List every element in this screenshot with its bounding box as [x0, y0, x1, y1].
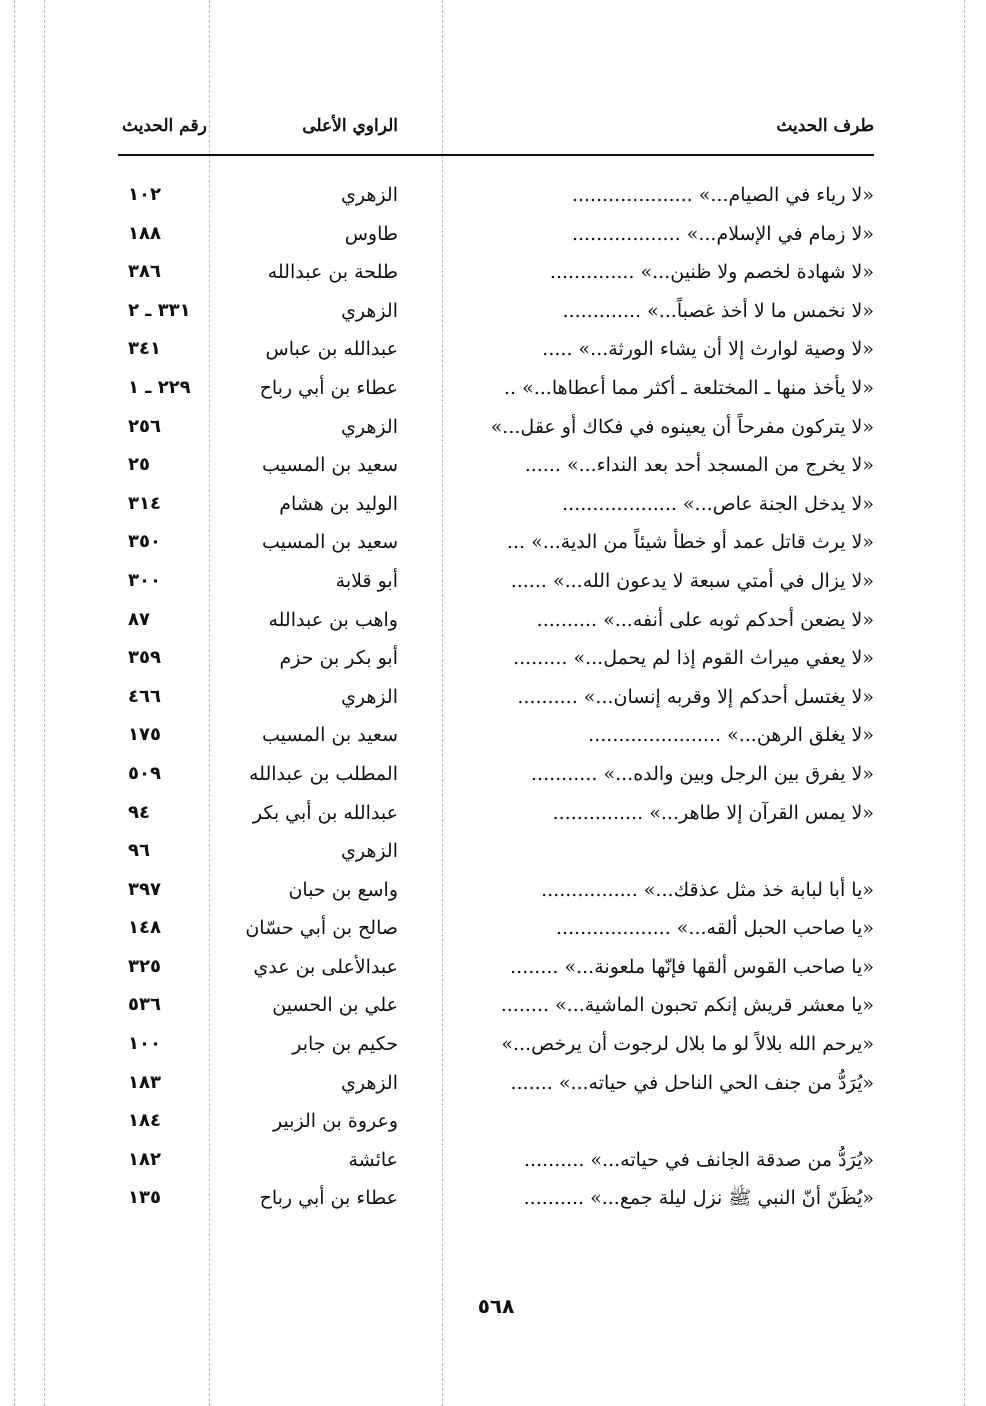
table-row — [118, 678, 874, 717]
scan-guide-line — [14, 0, 15, 1406]
hadith-excerpt: «لا يرث قاتل عمد أو خطأ شيئاً من الدية...» ... — [506, 531, 874, 554]
narrator-name: الزهري — [341, 1071, 398, 1094]
hadith-excerpt: «لا يمس القرآن إلا طاهر...» ............... — [552, 801, 874, 824]
hadith-number: ٩٦ — [128, 840, 150, 862]
hadith-number: ٤٦٦ — [128, 685, 161, 707]
narrator-name: الزهري — [341, 685, 398, 708]
hadith-excerpt: «لا وصية لوارث إلا أن يشاء الورثة...» ..... — [542, 338, 874, 361]
narrator-name: طلحة بن عبدالله — [267, 261, 398, 284]
hadith-column-header: طرف الحديث — [776, 116, 874, 136]
narrator-name: الزهري — [341, 299, 398, 322]
narrator-name: واسع بن حبان — [288, 878, 398, 901]
narrator-name: حكيم بن جابر — [292, 1033, 398, 1056]
hadith-number: ٣٩٧ — [128, 878, 161, 900]
hadith-number: ٢٢٩ ـ ١ — [128, 376, 191, 398]
hadith-excerpt: «لا رياء في الصيام...» .................... — [571, 184, 874, 206]
narrator-name: الوليد بن هشام — [279, 492, 398, 515]
table-row — [118, 601, 874, 640]
scan-guide-line — [44, 0, 45, 1406]
index-page — [118, 110, 874, 1318]
table-row — [118, 832, 874, 871]
table-row — [118, 408, 874, 447]
table-row — [118, 909, 874, 948]
hadith-excerpt: «لا شهادة لخصم ولا ظنين...» .............. — [549, 261, 874, 284]
hadith-excerpt: «لا يغتسل أحدكم إلا وقربه إنسان...» .......... — [517, 685, 874, 708]
hadith-number: ١٨٢ — [128, 1148, 161, 1170]
table-row — [118, 292, 874, 331]
narrator-name: واهب بن عبدالله — [268, 608, 398, 631]
hadith-number: ١٨٨ — [128, 222, 161, 244]
table-row — [118, 1064, 874, 1103]
table-row — [118, 986, 874, 1025]
table-row — [118, 215, 874, 254]
table-row — [118, 446, 874, 485]
hadith-excerpt: «يا صاحب القوس ألقها فإنّها ملعونة...» ........ — [510, 955, 874, 978]
number-column-header: رقم الحديث — [122, 116, 207, 136]
hadith-excerpt: «لا يخرج من المسجد أحد بعد النداء...» ...... — [524, 454, 874, 477]
table-row — [118, 639, 874, 678]
hadith-number: ٣١٤ — [128, 492, 161, 514]
narrator-name: الزهري — [341, 415, 398, 438]
narrator-name: عطاء بن أبي رباح — [259, 1187, 398, 1210]
hadith-excerpt: «يُرَدُّ من جنف الحي الناحل في حياته...» ....... — [510, 1071, 874, 1094]
hadith-excerpt: «لا يفرق بين الرجل وبين والده...» ........... — [530, 762, 874, 785]
hadith-number: ٢٥٦ — [128, 415, 161, 437]
table-row — [118, 1102, 874, 1141]
table-row — [118, 1179, 874, 1218]
hadith-excerpt: «لا يغلق الرهن...» ...................... — [588, 724, 874, 747]
narrator-name: صالح بن أبي حسّان — [245, 917, 398, 940]
narrator-name: عبدالله بن أبي بكر — [252, 801, 398, 824]
narrator-column-header: الراوي الأعلى — [302, 116, 398, 136]
hadith-excerpt: «لا نخمس ما لا أخذ غصباً...» ............. — [562, 299, 874, 322]
table-row — [118, 330, 874, 369]
hadith-number: ١٤٨ — [128, 917, 161, 939]
hadith-excerpt: «يُظَنّ أنّ النبي ﷺ نزل ليلة جمع...» .......... — [523, 1187, 874, 1210]
narrator-name: الزهري — [341, 840, 398, 863]
hadith-number: ١٧٥ — [128, 724, 161, 746]
hadith-number: ١٨٤ — [128, 1110, 161, 1132]
hadith-number: ١٠٢ — [128, 184, 161, 205]
narrator-name: أبو قلابة — [335, 569, 398, 592]
hadith-number: ٥٠٩ — [128, 762, 161, 784]
narrator-name: علي بن الحسين — [272, 994, 398, 1017]
hadith-excerpt: «لا يعفي ميراث القوم إذا لم يحمل...» ......... — [513, 647, 874, 670]
narrator-name: طاوس — [344, 222, 398, 245]
index-table-body — [118, 176, 874, 1218]
table-row — [118, 716, 874, 755]
scan-guide-line — [964, 0, 965, 1406]
hadith-excerpt: «لا زمام في الإسلام...» .................. — [571, 222, 874, 245]
table-row — [118, 871, 874, 910]
narrator-name: عبدالله بن عباس — [265, 338, 398, 361]
table-row — [118, 485, 874, 524]
narrator-name: أبو بكر بن حزم — [279, 647, 398, 670]
hadith-number: ٥٣٦ — [128, 994, 161, 1016]
hadith-excerpt: «لا يدخل الجنة عاص...» ................... — [562, 492, 874, 515]
table-row — [118, 1141, 874, 1180]
hadith-number: ١٠٠ — [128, 1033, 161, 1055]
narrator-name: سعيد بن المسيب — [261, 531, 398, 554]
hadith-excerpt: «لا يأخذ منها ـ المختلعة ـ أكثر مما أعطاها...» .. — [503, 376, 874, 399]
table-row — [118, 948, 874, 987]
hadith-number: ٣٢٥ — [128, 955, 161, 977]
hadith-number: ٣٤١ — [128, 338, 161, 360]
hadith-number: ١٣٥ — [128, 1187, 161, 1209]
narrator-name: عائشة — [348, 1148, 398, 1171]
table-row — [118, 253, 874, 292]
hadith-number: ٩٤ — [128, 801, 150, 823]
hadith-excerpt: «لا يتركون مفرحاً أن يعينوه في فكاك أو عقل...» — [490, 415, 874, 438]
table-header — [118, 110, 874, 156]
narrator-name: الزهري — [341, 184, 398, 206]
hadith-excerpt: «يا أبا لبابة خذ مثل عذقك...» ................ — [541, 878, 874, 901]
hadith-number: ٣٥٠ — [128, 531, 161, 553]
hadith-excerpt: «يا معشر قريش إنكم تحبون الماشية...» ........ — [500, 994, 874, 1017]
hadith-excerpt: «لا يضعن أحدكم ثوبه على أنفه...» .......... — [536, 608, 874, 631]
table-row — [118, 176, 874, 215]
hadith-number: ١٨٣ — [128, 1071, 161, 1093]
table-row — [118, 794, 874, 833]
hadith-number: ٣٥٩ — [128, 647, 161, 669]
hadith-number: ٨٧ — [128, 608, 150, 630]
narrator-name: سعيد بن المسيب — [261, 454, 398, 477]
hadith-excerpt: «يرحم الله بلالاً لو ما بلال لرجوت أن يرخص...» — [501, 1033, 874, 1056]
hadith-number: ٣٠٠ — [128, 569, 161, 591]
hadith-excerpt: «يا صاحب الحبل ألقه...» ................... — [556, 917, 874, 940]
narrator-name: المطلب بن عبدالله — [248, 762, 398, 785]
table-row — [118, 1025, 874, 1064]
hadith-excerpt: «لا يزال في أمتي سبعة لا يدعون الله...» ...... — [510, 569, 874, 592]
narrator-name: عبدالأعلى بن عدي — [253, 955, 398, 978]
hadith-number: ٣٨٦ — [128, 261, 161, 283]
table-row — [118, 755, 874, 794]
table-row — [118, 523, 874, 562]
page-number: ٥٦٨ — [477, 1294, 515, 1318]
table-row — [118, 562, 874, 601]
table-row — [118, 369, 874, 408]
hadith-number: ٢٥ — [128, 454, 150, 476]
hadith-number: ٣٣١ ـ ٢ — [128, 299, 191, 321]
narrator-name: وعروة بن الزبير — [272, 1110, 398, 1133]
narrator-name: عطاء بن أبي رباح — [259, 376, 398, 399]
hadith-excerpt: «يُرَدُّ من صدقة الجانف في حياته...» .......... — [524, 1148, 874, 1171]
narrator-name: سعيد بن المسيب — [261, 724, 398, 747]
